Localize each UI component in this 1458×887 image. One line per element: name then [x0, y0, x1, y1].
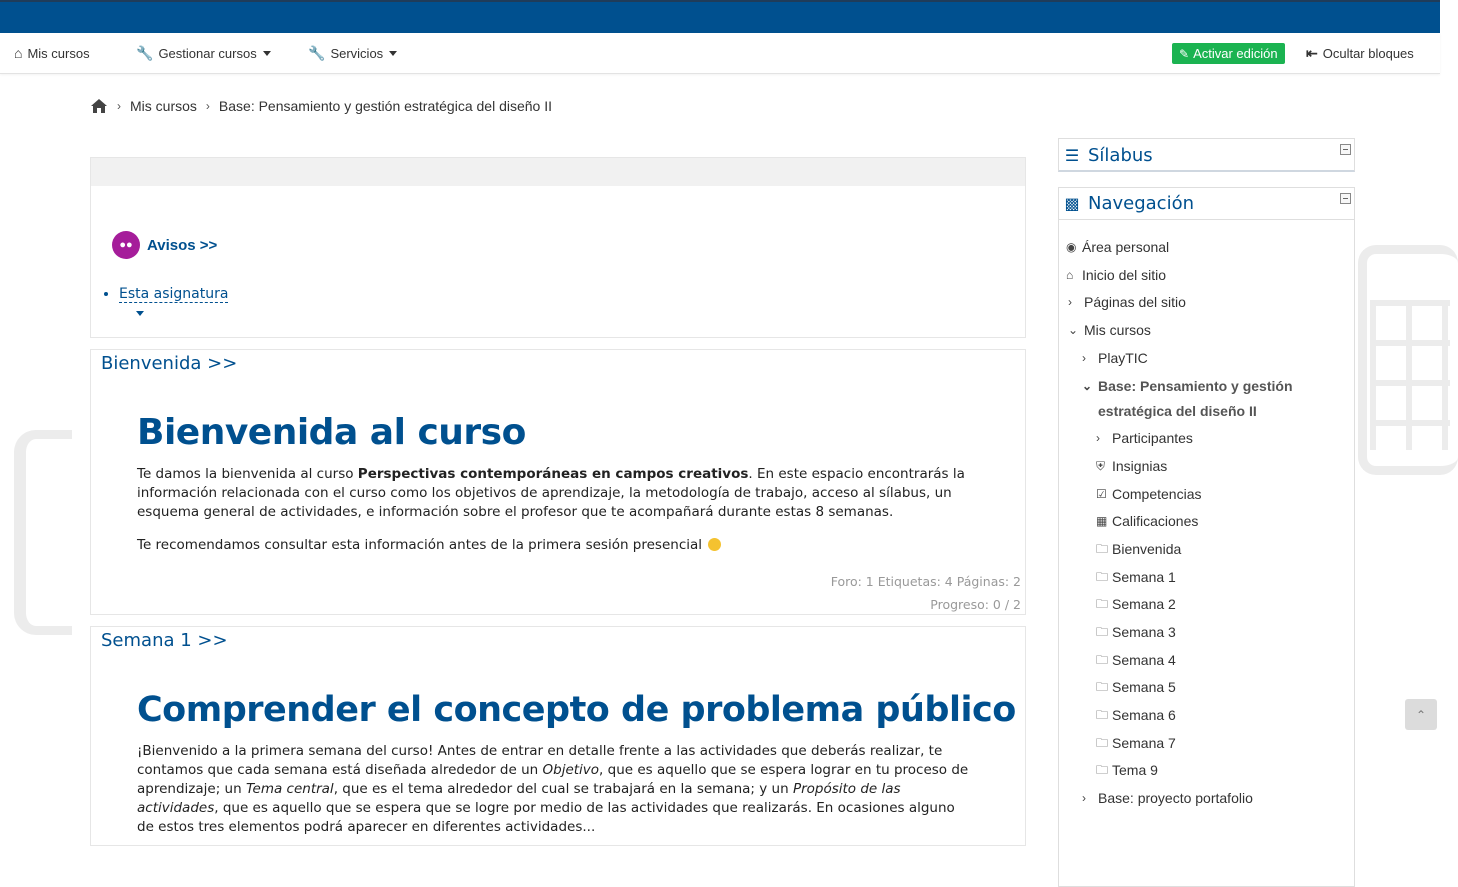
- nav-tree-label: Participantes: [1112, 430, 1193, 446]
- nav-tree-label: Base: proyecto portafolio: [1098, 790, 1253, 806]
- activar-edicion-button[interactable]: [1172, 43, 1285, 64]
- nav-servicios-label: Servicios: [330, 45, 384, 61]
- nav-tree-item[interactable]: [1096, 454, 1167, 479]
- nav-servicios[interactable]: [308, 33, 397, 73]
- chevron-right-icon: ›: [205, 99, 210, 113]
- paragraph-text: Te damos la bienvenida al curso: [137, 466, 358, 482]
- nav-tree-label: Semana 5: [1112, 679, 1176, 695]
- course-name-bold: Perspectivas contemporáneas en campos creativos: [357, 466, 749, 482]
- nav-tree-label: Páginas del sitio: [1084, 294, 1186, 310]
- chevron-down-icon: ⌄: [1082, 379, 1093, 393]
- nav-mis-cursos-label: Mis cursos: [27, 45, 90, 61]
- table-icon: ▦: [1096, 514, 1108, 528]
- nav-tree-label: Calificaciones: [1112, 513, 1199, 529]
- nav-tree-label: Área personal: [1082, 239, 1170, 255]
- folder-icon: 🗀: [1096, 542, 1109, 556]
- emoji-icon: [708, 538, 721, 551]
- nav-tree-item[interactable]: [1096, 565, 1176, 590]
- nav-tree-item[interactable]: [1096, 648, 1176, 673]
- section-progress: Progreso: 0 / 2: [930, 597, 1021, 612]
- block-title: Sílabus: [1088, 144, 1153, 166]
- home-icon: ⌂: [1066, 268, 1074, 282]
- section-header-bar: [91, 158, 1025, 186]
- caret-down-icon: [263, 51, 271, 56]
- edit-icon: ✎: [1179, 46, 1190, 61]
- section-stats: Foro: 1 Etiquetas: 4 Páginas: 2: [830, 574, 1021, 589]
- nav-tree-item[interactable]: [1082, 786, 1253, 811]
- paragraph-text: , que es aquello que se espera lograr en tu proceso de aprendizaje; un: [137, 762, 969, 797]
- folder-icon: 🗀: [1096, 625, 1109, 639]
- nav-tree-label: Inicio del sitio: [1082, 267, 1167, 283]
- wrench-icon: 🔧: [136, 44, 154, 61]
- nav-tree-item[interactable]: [1096, 426, 1193, 451]
- block-toggle-icon[interactable]: [1340, 193, 1351, 204]
- shield-icon: ⛨: [1096, 459, 1106, 473]
- section-title[interactable]: Bienvenida >>: [101, 353, 238, 374]
- avisos-title[interactable]: Avisos >>: [147, 236, 218, 254]
- nav-tree-item[interactable]: [1096, 592, 1176, 617]
- chevron-right-icon: ›: [1096, 431, 1100, 445]
- ocultar-bloques-label: Ocultar bloques: [1322, 45, 1414, 61]
- section-paragraph: [137, 536, 973, 555]
- nav-tree-item[interactable]: [1096, 731, 1176, 756]
- nav-tree-label: Mis cursos: [1084, 322, 1151, 338]
- nav-tree-label: Semana 1: [1112, 569, 1176, 585]
- nav-tree-label: Base: Pensamiento y gestión estratégica del diseño II: [1098, 378, 1293, 419]
- nav-tree-item[interactable]: [1096, 620, 1176, 645]
- navegacion-block: [1058, 187, 1355, 887]
- chevron-right-icon: ›: [1082, 351, 1086, 365]
- nav-tree-item[interactable]: [1068, 318, 1151, 343]
- activar-edicion-label: Activar edición: [1193, 46, 1278, 61]
- paragraph-text: . En este espacio encontrarás la información relacionada con el curso como los objetivos de aprendizaje, la metodología de trabajo, acceso al sílabus, un esquema general de actividades, e información sobre el profesor que te acompañará durante estas 8 semanas.: [137, 466, 965, 520]
- nav-tree-item[interactable]: [1066, 263, 1166, 288]
- breadcrumb: [90, 95, 552, 117]
- list-item: [119, 286, 228, 302]
- chevron-right-icon: ›: [1068, 295, 1072, 309]
- folder-icon: 🗀: [1096, 597, 1109, 611]
- nav-tree-label: Insignias: [1112, 458, 1168, 474]
- chevron-right-icon: ›: [1082, 791, 1086, 805]
- users-icon: ●●: [112, 231, 140, 259]
- chevron-down-icon: ⌄: [1068, 323, 1079, 337]
- breadcrumb-mis-cursos[interactable]: Mis cursos: [130, 98, 197, 114]
- scroll-to-top-button[interactable]: [1405, 699, 1437, 730]
- paragraph-text: , que es aquello que se espera que se logre por medio de las actividades que realizarás. En ocasiones alguno de estos tres elementos podrá aparecer en diferentes actividades...: [137, 800, 955, 835]
- nav-tree-item[interactable]: [1096, 703, 1176, 728]
- paragraph-text: ¡Bienvenido a la primera semana del curso! Antes de entrar en detalle frente a las actividades que deberás realizar, te contamos que cada semana está diseñada alrededor de un: [137, 743, 943, 778]
- section-paragraph: [137, 465, 973, 522]
- nav-tree-item[interactable]: [1068, 290, 1186, 315]
- chevron-up-icon: ⌃: [1415, 707, 1427, 722]
- nav-tree-item[interactable]: [1082, 346, 1148, 371]
- background-decoration-left: [14, 430, 72, 635]
- folder-icon: 🗀: [1096, 708, 1109, 722]
- nav-tree-item[interactable]: [1096, 758, 1158, 783]
- top-header-bar: [0, 0, 1440, 33]
- nav-tree-label: Semana 7: [1112, 735, 1176, 751]
- home-icon[interactable]: [90, 98, 108, 114]
- nav-tree-item[interactable]: [1096, 482, 1202, 507]
- nav-tree-label: Competencias: [1112, 486, 1202, 502]
- check-square-icon: ☑: [1096, 487, 1107, 501]
- nav-tree-label: Tema 9: [1112, 762, 1158, 778]
- section-heading: Bienvenida al curso: [137, 412, 526, 453]
- ocultar-bloques-button[interactable]: [1306, 33, 1414, 73]
- indent-icon: ⇤: [1306, 44, 1318, 61]
- italic-text: Objetivo: [542, 762, 600, 778]
- folder-icon: 🗀: [1096, 680, 1109, 694]
- avisos-section: [90, 157, 1026, 338]
- nav-tree-label: Bienvenida: [1112, 541, 1182, 557]
- caret-down-icon[interactable]: [136, 311, 144, 316]
- chevron-right-icon: ›: [117, 99, 121, 113]
- breadcrumb-course: Base: Pensamiento y gestión estratégica del diseño II: [218, 98, 552, 114]
- folder-icon: 🗀: [1096, 570, 1109, 584]
- block-header[interactable]: [1059, 188, 1354, 220]
- section-heading: Comprender el concepto de problema público: [137, 690, 1016, 730]
- avisos-header[interactable]: [112, 231, 217, 259]
- nav-tree-label: PlayTIC: [1098, 350, 1148, 366]
- nav-tree-item[interactable]: [1096, 509, 1198, 534]
- main-navbar: [0, 33, 1440, 74]
- italic-text: Propósito de las actividades: [137, 781, 901, 816]
- nav-tree-label: Semana 2: [1112, 596, 1176, 612]
- wrench-icon: 🔧: [308, 44, 326, 61]
- nav-gestionar-cursos[interactable]: [136, 33, 271, 73]
- paragraph-text: Te recomendamos consultar esta información antes de la primera sesión presencial: [137, 537, 703, 553]
- italic-text: Tema central: [245, 781, 334, 797]
- nav-tree-item[interactable]: [1096, 675, 1176, 700]
- caret-down-icon: [389, 51, 397, 56]
- block-header[interactable]: [1059, 139, 1354, 171]
- nav-tree-label: Semana 4: [1112, 652, 1176, 668]
- home-icon: ⌂: [14, 45, 23, 61]
- paragraph-text: , que es el tema alrededor del cual se trabajará en la semana; y un: [333, 781, 793, 797]
- nav-mis-cursos[interactable]: [14, 33, 90, 73]
- background-calendar-grid: [1370, 300, 1450, 450]
- nav-tree-label: Semana 3: [1112, 624, 1176, 640]
- nav-gestionar-label: Gestionar cursos: [158, 45, 257, 61]
- esta-asignatura-link[interactable]: Esta asignatura: [119, 286, 229, 302]
- block-toggle-icon[interactable]: [1340, 144, 1351, 155]
- folder-icon: 🗀: [1096, 763, 1109, 777]
- nav-tree-item-current-course[interactable]: [1082, 374, 1332, 424]
- bars-icon: ☰: [1064, 145, 1080, 165]
- section-paragraph: [137, 742, 973, 837]
- folder-icon: 🗀: [1096, 736, 1109, 750]
- sitemap-icon: ▩: [1064, 194, 1080, 213]
- section-semana-1: [90, 626, 1026, 846]
- folder-icon: 🗀: [1096, 653, 1109, 667]
- nav-tree-label: Semana 6: [1112, 707, 1176, 723]
- block-title: Navegación: [1088, 193, 1194, 214]
- nav-tree-item[interactable]: [1066, 235, 1169, 260]
- nav-tree-item[interactable]: [1096, 537, 1181, 562]
- section-title[interactable]: Semana 1 >>: [101, 630, 228, 651]
- silabus-block: [1058, 138, 1355, 172]
- section-bienvenida: [90, 349, 1026, 615]
- avisos-list: [119, 286, 228, 302]
- dashboard-icon: ◉: [1066, 240, 1077, 254]
